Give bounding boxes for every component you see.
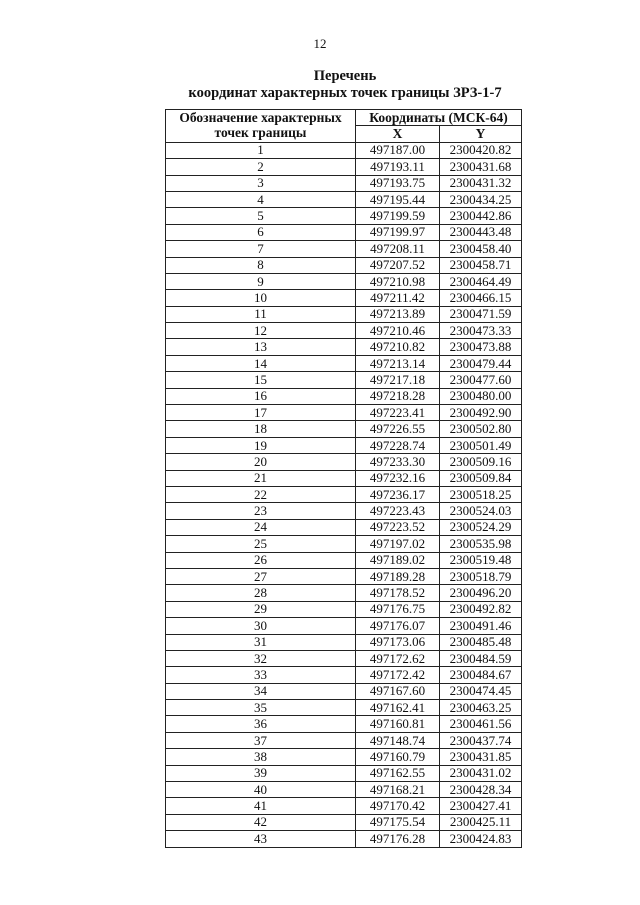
table-row [166, 159, 522, 175]
designation-header-line1: Обозначение характерных [179, 110, 342, 125]
y-coordinate-cell: 2300464.49 [440, 273, 522, 289]
y-coordinate-cell: 2300484.59 [440, 650, 522, 666]
point-number-cell: 27 [166, 568, 356, 584]
point-number-cell: 21 [166, 470, 356, 486]
point-number-cell: 30 [166, 618, 356, 634]
table-row [166, 273, 522, 289]
x-coordinate-cell: 497217.18 [356, 372, 440, 388]
table-row [166, 191, 522, 207]
document-title: Перечень [313, 68, 377, 84]
x-coordinate-cell: 497193.75 [356, 175, 440, 191]
y-coordinate-cell: 2300518.79 [440, 568, 522, 584]
y-coordinate-cell: 2300442.86 [440, 208, 522, 224]
x-coordinate-cell: 497210.98 [356, 273, 440, 289]
x-coordinate-cell: 497168.21 [356, 782, 440, 798]
point-number-cell: 28 [166, 585, 356, 601]
y-coordinate-cell: 2300473.33 [440, 323, 522, 339]
x-coordinate-cell: 497148.74 [356, 732, 440, 748]
y-coordinate-cell: 2300443.48 [440, 224, 522, 240]
x-coordinate-cell: 497170.42 [356, 798, 440, 814]
table-row [166, 486, 522, 502]
point-number-cell: 42 [166, 814, 356, 830]
point-number-cell: 13 [166, 339, 356, 355]
table-row [166, 241, 522, 257]
point-number-cell: 5 [166, 208, 356, 224]
point-number-cell: 19 [166, 437, 356, 453]
table-row [166, 667, 522, 683]
x-coordinate-cell: 497232.16 [356, 470, 440, 486]
table-row [166, 323, 522, 339]
point-number-cell: 6 [166, 224, 356, 240]
x-coordinate-cell: 497162.55 [356, 765, 440, 781]
table-row [166, 732, 522, 748]
table-row [166, 421, 522, 437]
y-coordinate-cell: 2300458.40 [440, 241, 522, 257]
table-row [166, 405, 522, 421]
table-row [166, 306, 522, 322]
table-row [166, 601, 522, 617]
x-coordinate-cell: 497176.28 [356, 831, 440, 847]
y-coordinate-cell: 2300535.98 [440, 536, 522, 552]
table-row [166, 782, 522, 798]
point-number-cell: 29 [166, 601, 356, 617]
header-row [166, 110, 522, 126]
point-number-cell: 35 [166, 700, 356, 716]
coordinates-table [165, 109, 522, 848]
point-number-cell: 20 [166, 454, 356, 470]
x-coordinate-cell: 497162.41 [356, 700, 440, 716]
y-coordinate-cell: 2300420.82 [440, 142, 522, 158]
y-coordinate-cell: 2300519.48 [440, 552, 522, 568]
point-number-cell: 2 [166, 159, 356, 175]
point-number-cell: 15 [166, 372, 356, 388]
x-coordinate-cell: 497226.55 [356, 421, 440, 437]
table-row [166, 683, 522, 699]
point-number-cell: 3 [166, 175, 356, 191]
point-number-cell: 34 [166, 683, 356, 699]
point-number-cell: 41 [166, 798, 356, 814]
point-number-cell: 39 [166, 765, 356, 781]
table-row [166, 437, 522, 453]
x-coordinate-cell: 497228.74 [356, 437, 440, 453]
y-coordinate-cell: 2300428.34 [440, 782, 522, 798]
table-row [166, 175, 522, 191]
x-coordinate-cell: 497223.43 [356, 503, 440, 519]
table-row [166, 355, 522, 371]
table-row [166, 749, 522, 765]
y-coordinate-cell: 2300524.03 [440, 503, 522, 519]
point-number-cell: 12 [166, 323, 356, 339]
y-coordinate-cell: 2300424.83 [440, 831, 522, 847]
designation-header-line2: точек границы [214, 125, 307, 140]
x-coordinate-cell: 497160.81 [356, 716, 440, 732]
table-row [166, 831, 522, 847]
table-body [166, 142, 522, 847]
table-row [166, 208, 522, 224]
y-coordinate-cell: 2300501.49 [440, 437, 522, 453]
y-coordinate-cell: 2300502.80 [440, 421, 522, 437]
table-row [166, 585, 522, 601]
point-number-cell: 23 [166, 503, 356, 519]
y-coordinate-cell: 2300431.02 [440, 765, 522, 781]
x-coordinate-cell: 497210.46 [356, 323, 440, 339]
point-number-cell: 4 [166, 191, 356, 207]
y-coordinate-cell: 2300492.90 [440, 405, 522, 421]
x-coordinate-cell: 497189.02 [356, 552, 440, 568]
x-coordinate-cell: 497223.52 [356, 519, 440, 535]
table-row [166, 716, 522, 732]
y-coordinate-cell: 2300484.67 [440, 667, 522, 683]
table-row [166, 503, 522, 519]
table-row [166, 798, 522, 814]
table-row [166, 634, 522, 650]
x-coordinate-cell: 497195.44 [356, 191, 440, 207]
x-coordinate-cell: 497176.75 [356, 601, 440, 617]
point-number-cell: 18 [166, 421, 356, 437]
y-coordinate-cell: 2300524.29 [440, 519, 522, 535]
point-number-cell: 26 [166, 552, 356, 568]
table-row [166, 519, 522, 535]
document-subtitle: координат характерных точек границы ЗРЗ-1-7 [188, 85, 502, 101]
point-number-cell: 36 [166, 716, 356, 732]
x-coordinate-cell: 497223.41 [356, 405, 440, 421]
y-coordinate-cell: 2300431.68 [440, 159, 522, 175]
point-number-cell: 16 [166, 388, 356, 404]
y-coordinate-cell: 2300473.88 [440, 339, 522, 355]
point-number-cell: 22 [166, 486, 356, 502]
point-number-cell: 25 [166, 536, 356, 552]
y-coordinate-cell: 2300434.25 [440, 191, 522, 207]
table-row [166, 454, 522, 470]
table-row [166, 536, 522, 552]
x-coordinate-cell: 497173.06 [356, 634, 440, 650]
point-number-cell: 33 [166, 667, 356, 683]
x-coordinate-cell: 497176.07 [356, 618, 440, 634]
table-row [166, 257, 522, 273]
y-coordinate-cell: 2300479.44 [440, 355, 522, 371]
y-header: Y [440, 126, 522, 142]
y-coordinate-cell: 2300425.11 [440, 814, 522, 830]
y-coordinate-cell: 2300477.60 [440, 372, 522, 388]
point-number-cell: 38 [166, 749, 356, 765]
point-number-cell: 17 [166, 405, 356, 421]
point-number-cell: 40 [166, 782, 356, 798]
table-row [166, 339, 522, 355]
y-coordinate-cell: 2300518.25 [440, 486, 522, 502]
point-number-cell: 24 [166, 519, 356, 535]
point-number-cell: 1 [166, 142, 356, 158]
y-coordinate-cell: 2300480.00 [440, 388, 522, 404]
table-row [166, 814, 522, 830]
table-row [166, 765, 522, 781]
x-coordinate-cell: 497187.00 [356, 142, 440, 158]
x-coordinate-cell: 497175.54 [356, 814, 440, 830]
point-number-cell: 37 [166, 732, 356, 748]
x-coordinate-cell: 497172.42 [356, 667, 440, 683]
y-coordinate-cell: 2300492.82 [440, 601, 522, 617]
y-coordinate-cell: 2300431.32 [440, 175, 522, 191]
y-coordinate-cell: 2300491.46 [440, 618, 522, 634]
x-coordinate-cell: 497208.11 [356, 241, 440, 257]
table-row [166, 618, 522, 634]
y-coordinate-cell: 2300466.15 [440, 290, 522, 306]
x-coordinate-cell: 497211.42 [356, 290, 440, 306]
point-number-cell: 10 [166, 290, 356, 306]
y-coordinate-cell: 2300496.20 [440, 585, 522, 601]
x-coordinate-cell: 497210.82 [356, 339, 440, 355]
table-row [166, 142, 522, 158]
point-number-cell: 7 [166, 241, 356, 257]
x-coordinate-cell: 497167.60 [356, 683, 440, 699]
x-coordinate-cell: 497189.28 [356, 568, 440, 584]
point-number-cell: 11 [166, 306, 356, 322]
y-coordinate-cell: 2300427.41 [440, 798, 522, 814]
x-coordinate-cell: 497193.11 [356, 159, 440, 175]
table-row [166, 700, 522, 716]
x-coordinate-cell: 497178.52 [356, 585, 440, 601]
x-coordinate-cell: 497172.62 [356, 650, 440, 666]
x-coordinate-cell: 497199.97 [356, 224, 440, 240]
x-coordinate-cell: 497199.59 [356, 208, 440, 224]
coordinates-header: Координаты (МСК-64) [356, 110, 522, 126]
point-number-cell: 14 [166, 355, 356, 371]
y-coordinate-cell: 2300437.74 [440, 732, 522, 748]
x-coordinate-cell: 497233.30 [356, 454, 440, 470]
x-coordinate-cell: 497207.52 [356, 257, 440, 273]
table-row [166, 290, 522, 306]
x-coordinate-cell: 497218.28 [356, 388, 440, 404]
x-coordinate-cell: 497213.89 [356, 306, 440, 322]
x-coordinate-cell: 497236.17 [356, 486, 440, 502]
y-coordinate-cell: 2300461.56 [440, 716, 522, 732]
y-coordinate-cell: 2300431.85 [440, 749, 522, 765]
designation-header [166, 110, 356, 143]
x-coordinate-cell: 497197.02 [356, 536, 440, 552]
y-coordinate-cell: 2300474.45 [440, 683, 522, 699]
table-row [166, 470, 522, 486]
point-number-cell: 8 [166, 257, 356, 273]
y-coordinate-cell: 2300471.59 [440, 306, 522, 322]
page-number: 12 [313, 36, 327, 51]
table-header [166, 110, 522, 143]
table-row [166, 372, 522, 388]
y-coordinate-cell: 2300485.48 [440, 634, 522, 650]
x-coordinate-cell: 497213.14 [356, 355, 440, 371]
x-coordinate-cell: 497160.79 [356, 749, 440, 765]
table-row [166, 224, 522, 240]
table-row [166, 552, 522, 568]
table-row [166, 568, 522, 584]
x-header: X [356, 126, 440, 142]
y-coordinate-cell: 2300509.16 [440, 454, 522, 470]
y-coordinate-cell: 2300458.71 [440, 257, 522, 273]
y-coordinate-cell: 2300509.84 [440, 470, 522, 486]
table-row [166, 388, 522, 404]
table-row [166, 650, 522, 666]
point-number-cell: 32 [166, 650, 356, 666]
point-number-cell: 9 [166, 273, 356, 289]
y-coordinate-cell: 2300463.25 [440, 700, 522, 716]
point-number-cell: 43 [166, 831, 356, 847]
point-number-cell: 31 [166, 634, 356, 650]
